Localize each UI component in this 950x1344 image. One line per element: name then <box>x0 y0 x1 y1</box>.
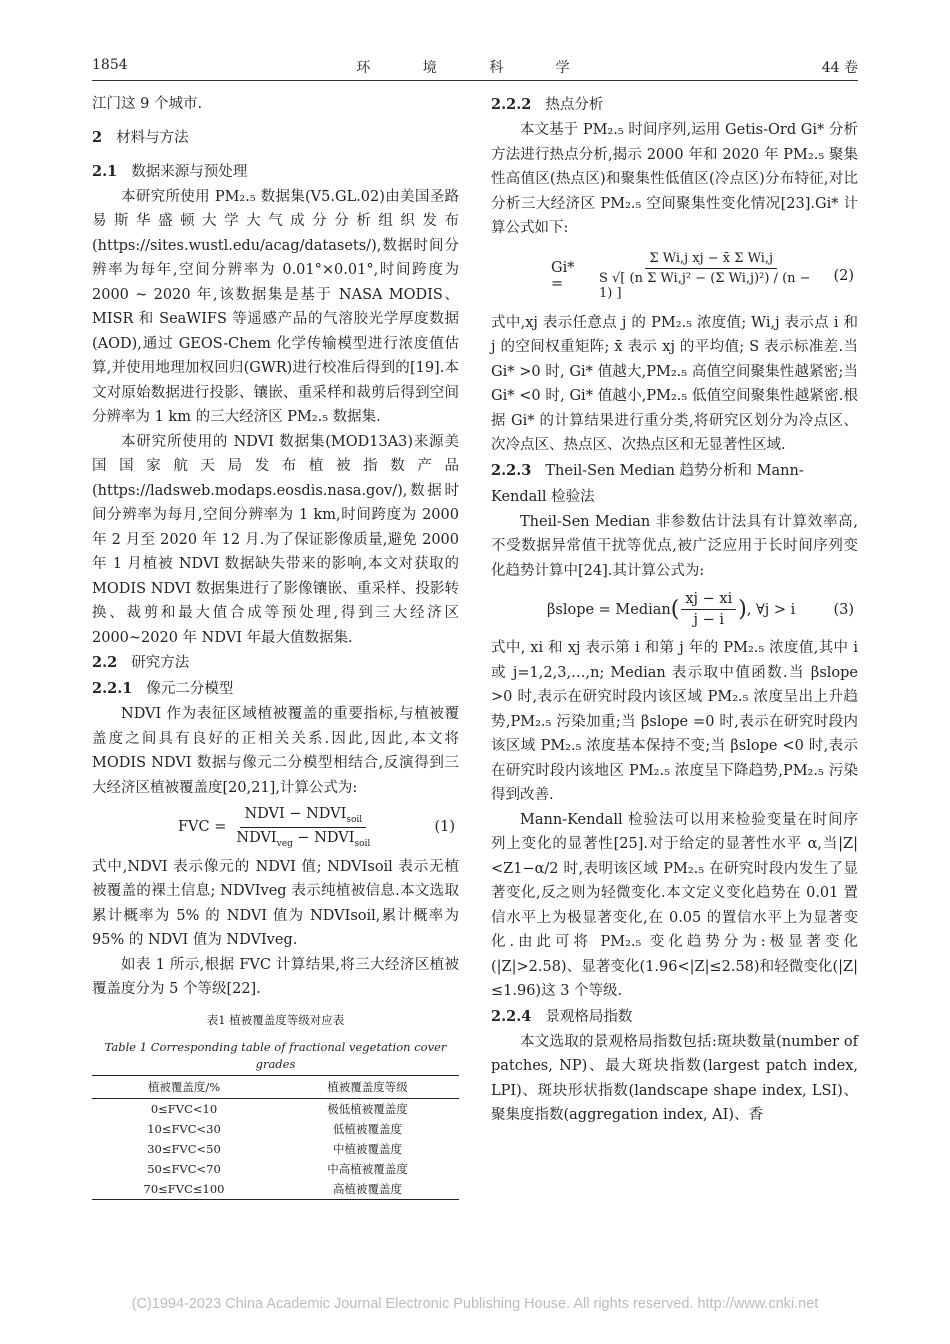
header-rule <box>92 80 858 81</box>
right-column <box>491 92 858 1128</box>
equation-2-label: (2) <box>833 267 854 284</box>
equation-2: Gi* = $\frac{\text{Σ Wi,j xj − x̄ Σ Wi,j}}{\text{S √[ (n Σ Wi,j² − (Σ Wi,j)²) / (n − 1) ]}}$ (2) <box>491 251 858 301</box>
equation-1-label: (1) <box>434 819 455 836</box>
para-mann-kendall: Mann-Kendall 检验法可以用来检验变量在时间序列上变化的显著性[25].对于给定的显著性水平 α,当|Z|<Z1−α/2 时,表明该区域 PM₂.₅ 在研究时段内发生了显著变化,反之则为轻微变化.本文定义变化趋势在 0.01 置信水平上为极显著变化,在 0.05 的置信水平上为显著变化.由此可将 PM₂.₅ 变化趋势分为:极显著变化(|Z|>2.58)、显著变化(1.96<|Z|≤2.58)和轻微变化(|Z|≤1.96)这 3 个等级. <box>491 811 858 999</box>
equation-3: βslope = Median ( $\frac{xj - xi}{j - i}$ ) , ∀j > i (3) <box>491 591 858 628</box>
volume: 44 卷 <box>821 60 858 76</box>
para-fvc: NDVI 作为表征区域植被覆盖的重要指标,与植被覆盖度之间具有良好的正相关关系.因此,因此,本文将 MODIS NDVI 数据与像元二分模型相结合,反演得到三大经济区植被覆盖度[20,21],计算公式为: <box>92 706 459 796</box>
equation-3-label: (3) <box>833 601 854 618</box>
table-row: 10≤FVC<30 低植被覆盖度 <box>147 1121 402 1136</box>
para-theil-sen: Theil-Sen Median 非参数估计法具有计算效率高,不受数据异常值干扰等优点,被广泛应用于长时间序列变化趋势计算中[24].其计算公式为: <box>491 513 858 579</box>
section-2-2-1-heading: 2.2.1 像元二分模型 <box>92 680 234 697</box>
running-header <box>92 57 858 79</box>
table-1-caption-cn: 表1 植被覆盖度等级对应表 <box>206 1012 345 1027</box>
para-table-intro: 如表 1 所示,根据 FVC 计算结果,将三大经济区植被覆盖度分为 5 个等级[22]. <box>92 956 459 998</box>
para-after-eq1: 式中,NDVI 表示像元的 NDVI 值; NDVIsoil 表示无植被覆盖的裸土信息; NDVIveg 表示纯植被信息.本文选取累计概率为 5% 的 NDVI 值为 NDVIsoil,累计概率为 95% 的 NDVI 值为 NDVIveg. <box>92 858 459 949</box>
copyright-footer: (C)1994-2023 China Academic Journal Electronic Publishing House. All rights reserved. http://www.cnki.net <box>131 1296 819 1312</box>
para-hotspot: 本文基于 PM₂.₅ 时间序列,运用 Getis-Ord Gi* 分析方法进行热点分析,揭示 2000 年和 2020 年 PM₂.₅ 聚集性高值区(热点区)和聚集性低值区(冷点区)分布特征,对比分析三大经济区 PM₂.₅ 空间聚集性变化情况[23].Gi* 计算公式如下: <box>491 122 858 236</box>
page-number: 1854 <box>92 57 128 73</box>
table-row: 0≤FVC<10 极低植被覆盖度 <box>150 1101 408 1116</box>
para-ndvi-data: 本研究所使用的 NDVI 数据集(MOD13A3)来源美国国家航天局发布植被指数产品(https://ladsweb.modaps.eosdis.nasa.gov/),数据时间分辨率为每月,空间分辨率为 1 km,时间跨度为 2000 年 2 月至 2020 年 12 月.为了保证影像质量,避免 2000 年 1 月植被 NDVI 数据缺失带来的影响,本文对获取的 MODIS NDVI 数据集进行了影像镶嵌、重采样、投影转换、裁剪和最大值合成等预处理,得到三大经济区 2000~2020 年 NDVI 年最大值数据集. <box>92 433 459 646</box>
section-2-2-2-heading: 2.2.2 热点分析 <box>491 96 604 113</box>
table-1-caption-en: Table 1 Corresponding table of fractional vegetation cover grades <box>104 1039 447 1071</box>
para-after-eq2: 式中,xj 表示任意点 j 的 PM₂.₅ 浓度值; Wi,j 表示点 i 和 j 的空间权重矩阵; x̄ 表示 xj 的平均值; S 表示标准差.当 Gi* >0 时, Gi* 值越大,PM₂.₅ 高值空间聚集性越紧密;当 Gi* <0 时, Gi* 值越小,PM₂.₅ 低值空间聚集性越紧密.根据 Gi* 的计算结果进行重分类,将研究区划分为冷点区、次冷点区、热点区、次热点区和无显著性区域. <box>491 314 858 453</box>
para-landscape: 本文选取的景观格局指数包括:斑块数量(number of patches, NP)、最大斑块指数(largest patch index, LPI)、斑块形状指数(landscape shape index, LSI)、聚集度指数(aggregation index, AI)、香 <box>491 1033 858 1123</box>
section-2-2-3-heading: 2.2.3 Theil-Sen Median 趋势分析和 Mann-Kendall 检验法 <box>491 461 804 505</box>
section-2-2-heading: 2.2 研究方法 <box>92 654 190 671</box>
table-header: 植被覆盖度/% <box>92 1075 276 1098</box>
journal-name: 环 境 科 学 <box>356 60 594 76</box>
table-1 <box>92 1075 459 1200</box>
table-row: 30≤FVC<50 中植被覆盖度 <box>147 1141 402 1156</box>
para-after-eq3: 式中, xi 和 xj 表示第 i 和第 j 年的 PM₂.₅ 浓度值,其中 i 或 j=1,2,3,…,n; Median 表示取中值函数.当 βslope >0 时,表示在研究时段内该区域 PM₂.₅ 浓度呈出上升趋势,PM₂.₅ 污染加重;当 βslope =0 时,表示在研究时段内该区域 PM₂.₅ 浓度基本保持不变;当 βslope <0 时,表示在研究时段内该地区 PM₂.₅ 浓度呈下降趋势,PM₂.₅ 污染得到改善. <box>491 640 858 803</box>
para-pm25-data: 本研究所使用 PM₂.₅ 数据集(V5.GL.02)由美国圣路易斯华盛顿大学大气成分分析组织发布(https://sites.wustl.edu/acag/datasets/),数据时间分辨率为每年,空间分辨率为 0.01°×0.01°,时间跨度为 2000 ~ 2020 年,该数据集是基于 NASA MODIS、MISR 和 SeaWIFS 等遥感产品的气溶胶光学厚度数据(AOD),通过 GEOS-Chem 化学传输模型进行浓度值估算,并使用地理加权回归(GWR)进行校准后得到的[19].本文对原始数据进行投影、镶嵌、重采样和裁剪后得到空间分辨率为 1 km 的三大经济区 PM₂.₅ 数据集. <box>92 188 459 425</box>
section-2-heading: 2 材料与方法 <box>92 128 189 146</box>
section-2-2-4-heading: 2.2.4 景观格局指数 <box>491 1007 633 1025</box>
section-2-1-heading: 2.1 数据来源与预处理 <box>92 162 248 180</box>
table-header: 植被覆盖度等级 <box>276 1075 459 1098</box>
table-row: 70≤FVC≤100 高植被覆盖度 <box>92 1179 459 1200</box>
left-column <box>92 92 459 1200</box>
intro-tail: 江门这 9 个城市. <box>92 96 203 112</box>
table-row: 50≤FVC<70 中高植被覆盖度 <box>147 1161 408 1176</box>
equation-1: FVC = $\frac{NDVI - NDVI_{soil}}{NDVI_{veg} - NDVI_{soil}}$ (1) <box>92 806 459 849</box>
